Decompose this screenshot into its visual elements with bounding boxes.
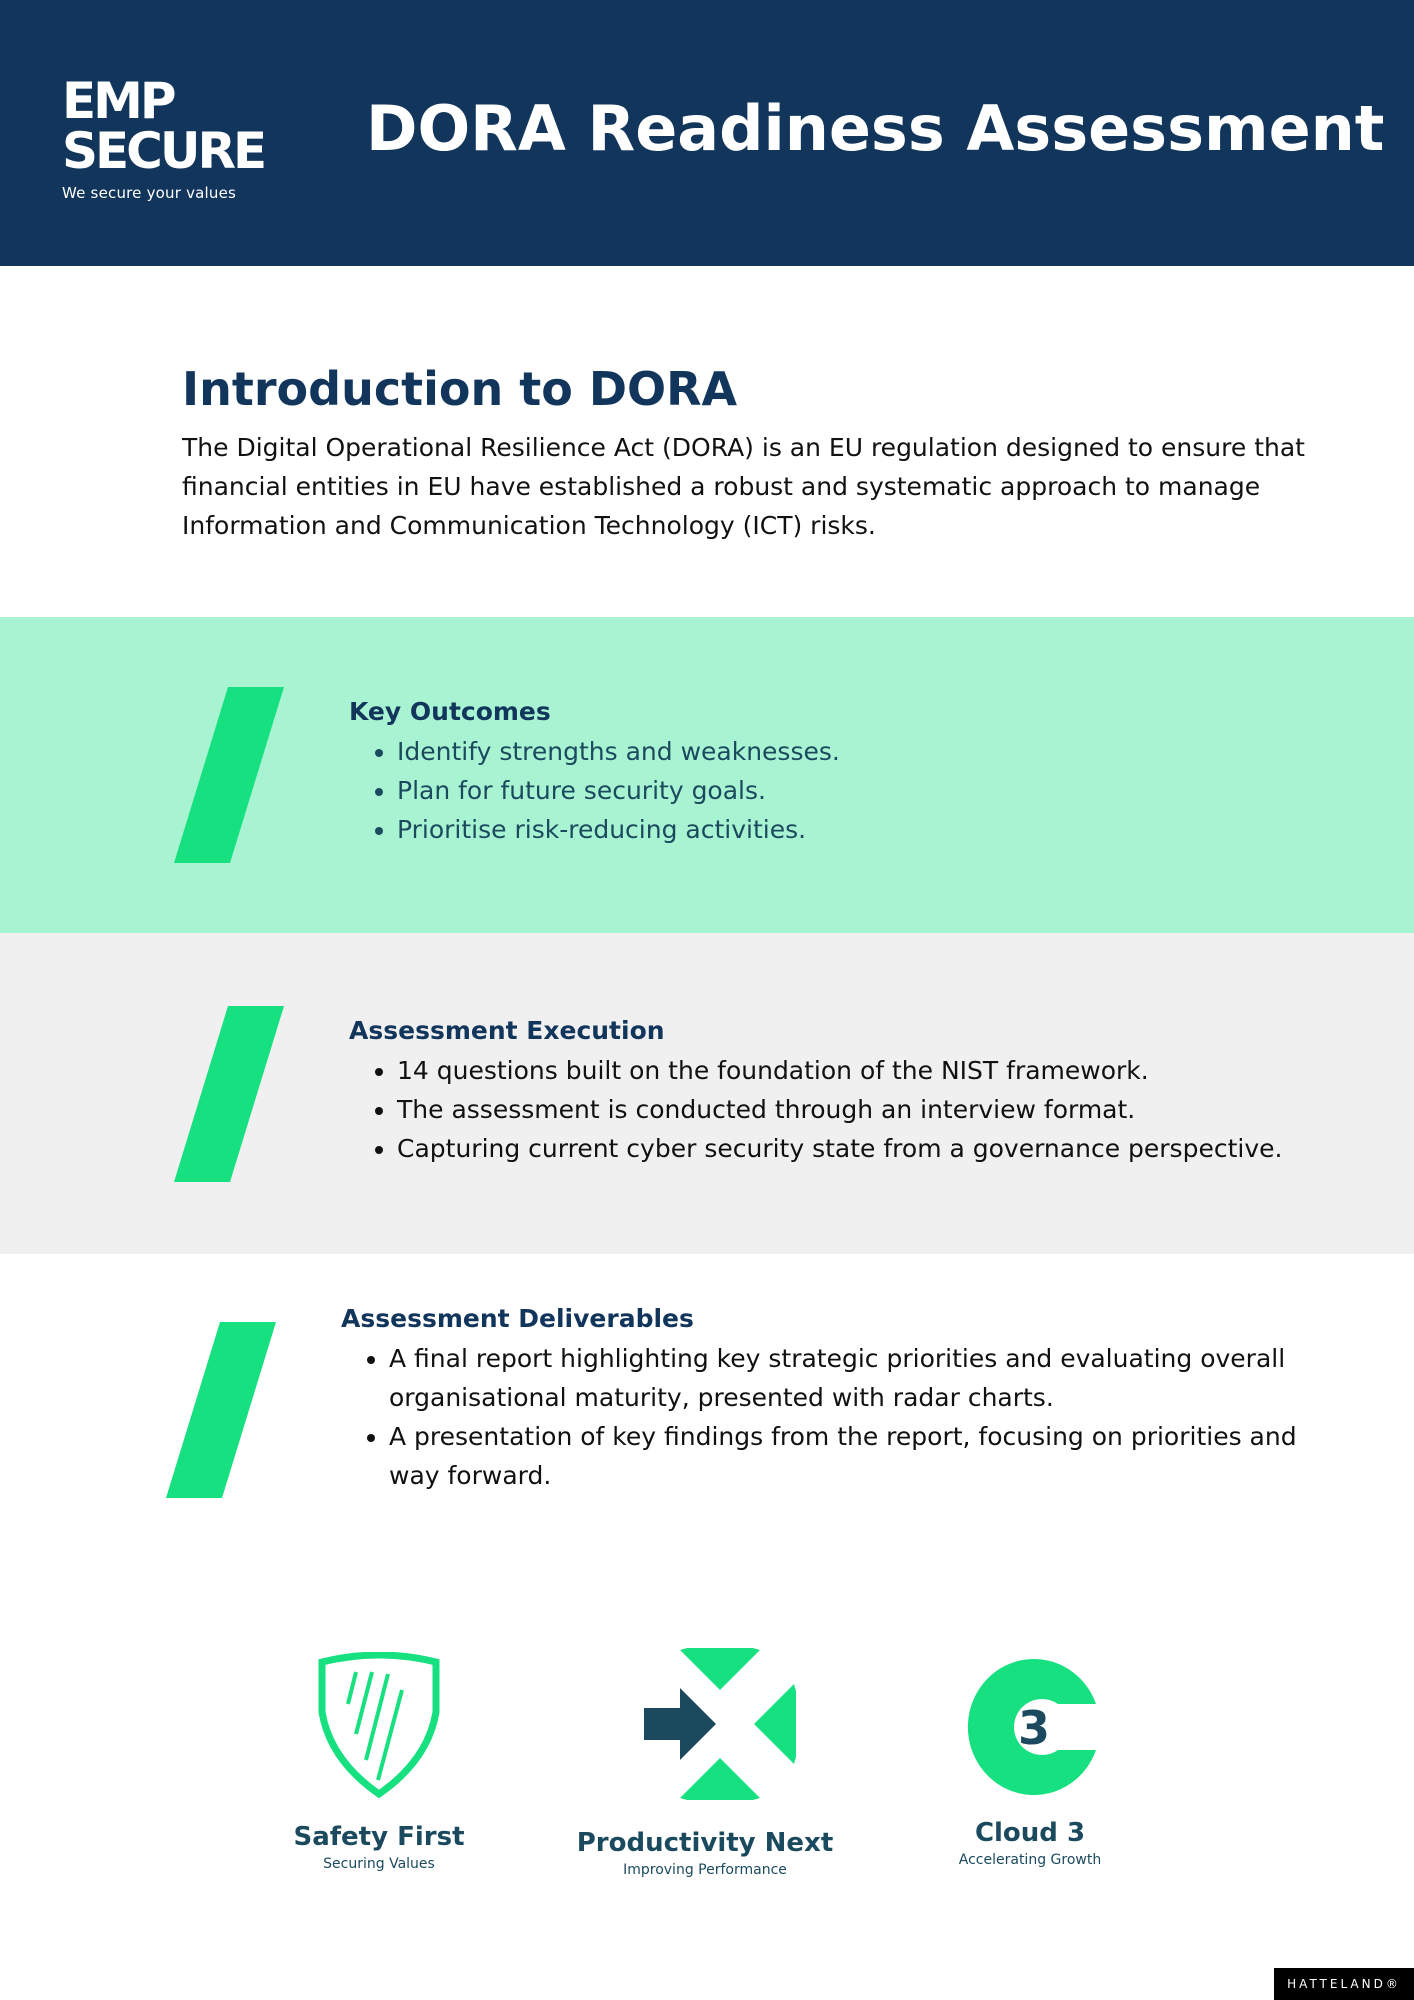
hatteland-badge: HATTELAND® xyxy=(1274,1968,1414,2000)
key-outcomes-heading: Key Outcomes xyxy=(349,697,551,726)
assessment-deliverables-heading: Assessment Deliverables xyxy=(341,1304,694,1333)
list-item: • Capturing current cyber security state from a governance perspective. xyxy=(397,1129,1399,1168)
brand-subtitle: Accelerating Growth xyxy=(958,1852,1102,1868)
intro-body: The Digital Operational Resilience Act (DORA) is an EU regulation designed to ensure that financial entities in EU have established a robust and systematic approach to manage Information and Communication Technology (ICT) risks. xyxy=(182,433,1305,540)
page-title: DORA Readiness Assessment xyxy=(366,92,1385,165)
brand-name: Safety First xyxy=(293,1822,465,1852)
intro-section xyxy=(182,362,1332,545)
brand-subtitle: Securing Values xyxy=(323,1856,435,1872)
list-item: • Identify strengths and weaknesses. xyxy=(397,732,1349,771)
list-item: • A presentation of key findings from the report, focusing on priorities and way forward. xyxy=(389,1417,1311,1495)
brand-cloud-3 xyxy=(920,1818,1140,1868)
key-outcomes-section xyxy=(349,697,1349,849)
logo-tagline: We secure your values xyxy=(62,184,237,202)
c3-icon-digit: 3 xyxy=(1017,1701,1051,1755)
list-item: • Plan for future security goals. xyxy=(397,771,1349,810)
key-outcomes-list xyxy=(349,732,1349,849)
shield-icon xyxy=(316,1652,442,1800)
brand-name: Productivity Next xyxy=(576,1828,834,1858)
assessment-execution-list xyxy=(349,1051,1399,1168)
logo-text-line1: EMP xyxy=(62,72,174,130)
brand-name: Cloud 3 xyxy=(974,1818,1086,1848)
list-item: • The assessment is conducted through an interview format. xyxy=(397,1090,1399,1129)
empsecure-logo xyxy=(62,72,272,206)
c3-icon xyxy=(964,1656,1100,1798)
brand-safety-first xyxy=(278,1822,480,1872)
assessment-execution-heading: Assessment Execution xyxy=(349,1016,665,1045)
brand-productivity-next xyxy=(560,1828,850,1878)
header-banner xyxy=(0,0,1414,266)
logo-text-line2: SECURE xyxy=(62,122,265,180)
arrow-cross-icon xyxy=(644,1648,796,1800)
assessment-deliverables-list xyxy=(341,1339,1311,1495)
list-item: • Prioritise risk-reducing activities. xyxy=(397,810,1349,849)
intro-heading: Introduction to DORA xyxy=(182,362,738,416)
assessment-deliverables-section xyxy=(341,1304,1311,1495)
list-item: • 14 questions built on the foundation of the NIST framework. xyxy=(397,1051,1399,1090)
slash-accent-icon xyxy=(166,1322,284,1498)
brand-subtitle: Improving Performance xyxy=(623,1862,787,1878)
assessment-execution-section xyxy=(349,1016,1399,1168)
slash-accent-icon xyxy=(174,687,292,863)
list-item: • A final report highlighting key strategic priorities and evaluating overall organisational maturity, presented with radar charts. xyxy=(389,1339,1311,1417)
slash-accent-icon xyxy=(174,1006,292,1182)
